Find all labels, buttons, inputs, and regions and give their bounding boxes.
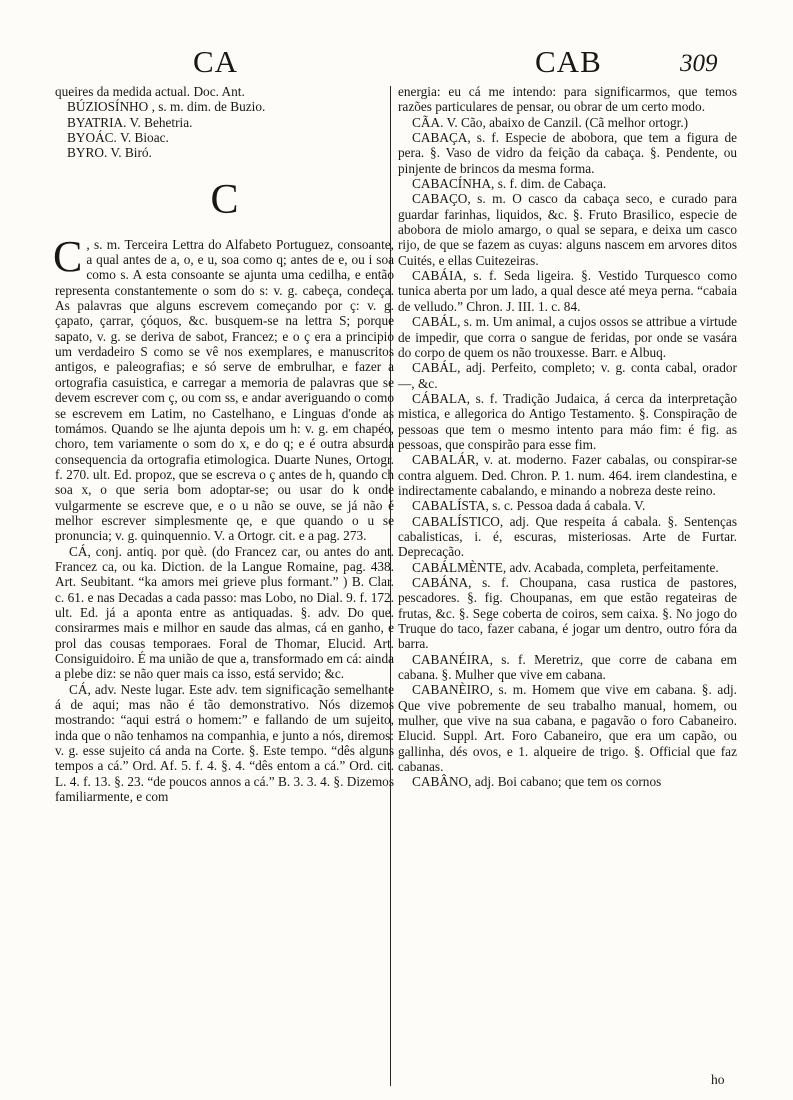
- entry-line: BYRO. V. Biró.: [67, 145, 152, 161]
- entry: CABANÉIRA, s. f. Meretriz, que corre de cabana em cabana. §. Mulher que vive em cabana.: [398, 651, 737, 683]
- left-running-head: CA: [193, 44, 239, 79]
- entry: CABÁL, adj. Perfeito, completo; v. g. conta cabal, orador —, &c.: [398, 360, 737, 391]
- entry: CABAÇA, s. f. Especie de abobora, que tem a figura de pera. §. Vaso de vidro da feição da cabaça. §. Pendente, ou pinjente de brincos da mesma forma.: [398, 130, 737, 176]
- left-column: [55, 84, 394, 804]
- entry: CABÂNO, adj. Boi cabano; que tem os cornos: [412, 774, 662, 790]
- entry: CABANÈIRO, s. m. Homem que vive em cabana. §. adj. Que vive pobremente de seu trabalho manual, homem, ou mulher, que vive na sua cabana, e pagavão o foro Cabaneiro. Elucid. Suppl. Art. Foro Cabaneiro, que era um capão, ou gallinha, dés ovos, e 1. alqueire de trigo. §. Official que faz cabanas.: [398, 682, 737, 775]
- entry: CABALÍSTA, s. c. Pessoa dada á cabala. V.: [412, 498, 646, 514]
- page-number: 309: [680, 50, 718, 77]
- entry: CABÁNA, s. f. Choupana, casa rustica de pastores, pescadores. §. fig. Choupanas, em que estão regateiras de frutas, &c. §. Sege coberta de coiros, sem caixa. §. No jogo do Truque do taco, fazer cabana, é jogar um dentro, outro fóra da barra.: [398, 575, 737, 652]
- entry: CABAÇO, s. m. O casco da cabaça seco, e curado para guardar farinhas, liquidos, &c. §. Fruto Brasilico, especie de abobora de miolo amargo, o qual se separa, e deixa um casco rijo, de que se fazem as cuyas: alguns nascem em arvores ditos Cuités, e ellas Cuitezeiras.: [398, 191, 737, 268]
- entry: CÁBALA, s. f. Tradição Judaica, á cerca da interpretação mistica, e allegorica do Antigo Testamento. §. Conspiração de pessoas que tem o mesmo intento para máo fim: é fig. as pessoas, que conspirão para esse fim.: [398, 390, 737, 452]
- entry: CÃA. V. Cão, abaixo de Canzil. (Cã melhor ortogr.): [412, 114, 689, 130]
- entry: CABÁL, s. m. Um animal, a cujos ossos se attribue a virtude de impedir, que corra o sangue de feridas, por onde se vasára do corpo de quem os não trouxesse. Barr. e Albuq.: [398, 314, 737, 360]
- entry: CABALÁR, v. at. moderno. Fazer cabalas, ou conspirar-se contra alguem. Ded. Chron. P. 1. num. 464. irem clandestina, e indirectamente cabalando, e minando a nobreza deste reino.: [398, 452, 737, 498]
- entry-line: BYATRIA. V. Behetria.: [67, 114, 193, 130]
- right-running-head: CAB: [535, 44, 602, 79]
- entry: CABÁLMÈNTE, adv. Acabada, completa, perfeitamente.: [412, 559, 719, 575]
- catchword: ho: [711, 1072, 725, 1087]
- entry-line: BÚZIOSÍNHO , s. m. dim. de Buzio.: [67, 99, 266, 115]
- entry: energia: eu cá me intendo: para significarmos, que temos razões particulares de pensar, ou obrar de um certo modo.: [398, 84, 737, 115]
- entry-c: [53, 231, 394, 544]
- entry: CÁ, adv. Neste lugar. Este adv. tem significação semelhante á de aqui; mas não é tão demonstrativo. Nós dizemos mostrando: “aqui estrá o homem:” e fallando de um sujeito, inda que o não tenhamos na companhia, e junto a nós, diremos: v. g. esse sujeito cá anda na Corte. §. Este tempo. “dês alguns tempos a cá.” Ord. Af. 5. f. 4. §. 4. “dês entom a cá.” Ord. cit. L. 4. f. 13. §. 23. “de poucos annos a cá.” B. 3. 3. 4. §. Dizemos familiarmente, e com: [55, 681, 394, 805]
- entry-line: BYOÁC. V. Bioac.: [67, 130, 169, 146]
- entry: CABÁIA, s. f. Seda ligeira. §. Vestido Turquesco como tunica aberta por um lado, a qual desce até meya perna. “cabaia de velludo.” Chron. J. III. 1. c. 84.: [398, 268, 737, 314]
- entry: CÁ, conj. antiq. por què. (do Francez car, ou antes do ant. Francez ca, ou ka. Diction. de la Langue Romaine, pag. 438. Art. Seubitant. “ka amors mei grieve plus formant.” ) B. Clar. c. 61. e nas Decadas a cada passo: mas Lobo, no Dial. 9. f. 172. ult. Ed. já a aponta entre as antiquadas. §. adv. Do que. consirarmes mais e milhor en saude das almas, cá en ganho, e prol das cousas temporaes. Foral de Thomar, Elucid. Art. Consiguidoiro. É ma união de que a, transformado em cá: ainda a plebe diz: se não quer mais ca isso, está servido; &c.: [55, 543, 394, 682]
- drop-cap: C: [53, 231, 83, 281]
- entry-line: queires da medida actual. Doc. Ant.: [55, 84, 245, 99]
- right-column: [398, 84, 737, 790]
- entry: CABALÍSTICO, adj. Que respeita á cabala. §. Sentenças cabalisticas, i. é, escuras, misteriosas. Arte de Furtar. Deprecação.: [398, 513, 737, 560]
- entry-c-text: , s. m. Terceira Lettra do Alfabeto Portuguez, consoante, a qual antes de a, o, e u, soa como q; antes de e, ou i soa como s. A esta consoante se ajunta uma cedilha, e então representa constantemente o som do s: v. g. cabeça, condeça. As palavras que alguns escrevem começando por ç: v. g. çapato, çarrar, çóquos, &c. busquem-se na lettra S; porque sapato, v. g. se deriva de sabot, Francez; e o ç era a principio um verdadeiro S como se vê nos exemplares, e manuscritos antigos, e paleografias; e só serve de embrulhar, e fazer a ortografia casuistica, e carregar a memoria de palavras que se devem escrever com ç, ou com ss, e andar averiguando o como se escrevem em Latim, no Castelhano, e Linguas d'onde as tomámos. Quando se lhe ajunta depois um h: v. g. em chapéo, choro, tem variamente o som do x, e do q; e é outra absurda consequencia da ortografia etimologica. Duarte Nunes, Ortogr. f. 270. ult. Ed. propoz, que se escreva o ç antes de h, quando ch soa x, o que seria bom adoptar-se; ou usar do k onde vulgarmente se escreve que, e o u não se ouve, se já não é melhor escrever simplesmente qe, e que quando o u se pronuncia; v. g. quinquennio. V. a Ortogr. cit. e a pag. 273.: [55, 236, 394, 544]
- section-letter: C: [210, 176, 239, 223]
- entry: CABACÍNHA, s. f. dim. de Cabaça.: [412, 176, 607, 192]
